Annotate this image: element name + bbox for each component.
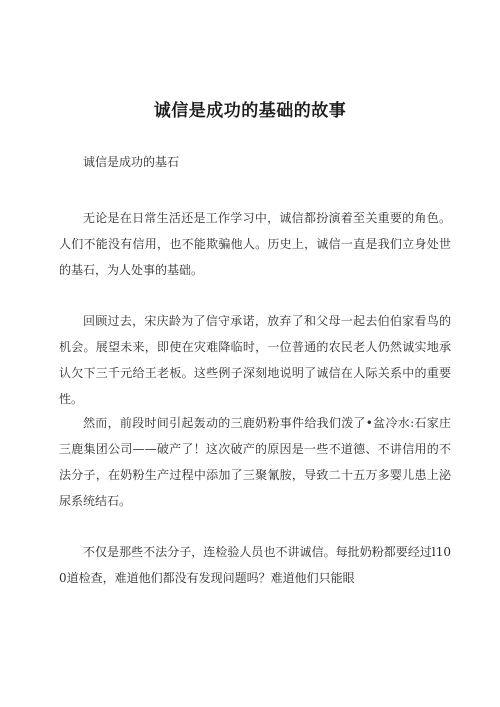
paragraph: 无论是在日常生活还是工作学习中，诚信都扮演着至关重要的角色。人们不能没有信用，也不能欺骗他人。历史上，诚信一直是我们立身处世的基石，为人处事的基础。 [59,211,451,277]
paragraph: 然而，前段时间引起轰动的三鹿奶粉事件给我们泼了•盆冷水:石家庄三鹿集团公司——破产了！这次破产的原因是一些不道德、不讲信用的不法分子，在奶粉生产过程中添加了三聚氰胺，导致二十五万多婴儿患上泌尿系统结石。 [59,416,451,508]
paragraph-subtitle: 诚信是成功的基石 [83,155,180,169]
paragraph: 回顾过去，宋庆龄为了信守承诺，放弃了和父母一起去伯伯家看鸟的机会。展望未来，即使在灾难降临时，一位普通的农民老人仍然诚实地承认欠下三千元给王老板。这些例子深刻地说明了诚信在人际关系中的重要性。 [59,314,451,406]
paragraph: 不仅是那些不法分子，连检验人员也不讲诚信。每批奶粉都要经过l100道检查，难道他们都没有发现问题吗？难道他们只能眼 [59,545,451,585]
page-title: 诚信是成功的基础的故事 [153,101,347,121]
